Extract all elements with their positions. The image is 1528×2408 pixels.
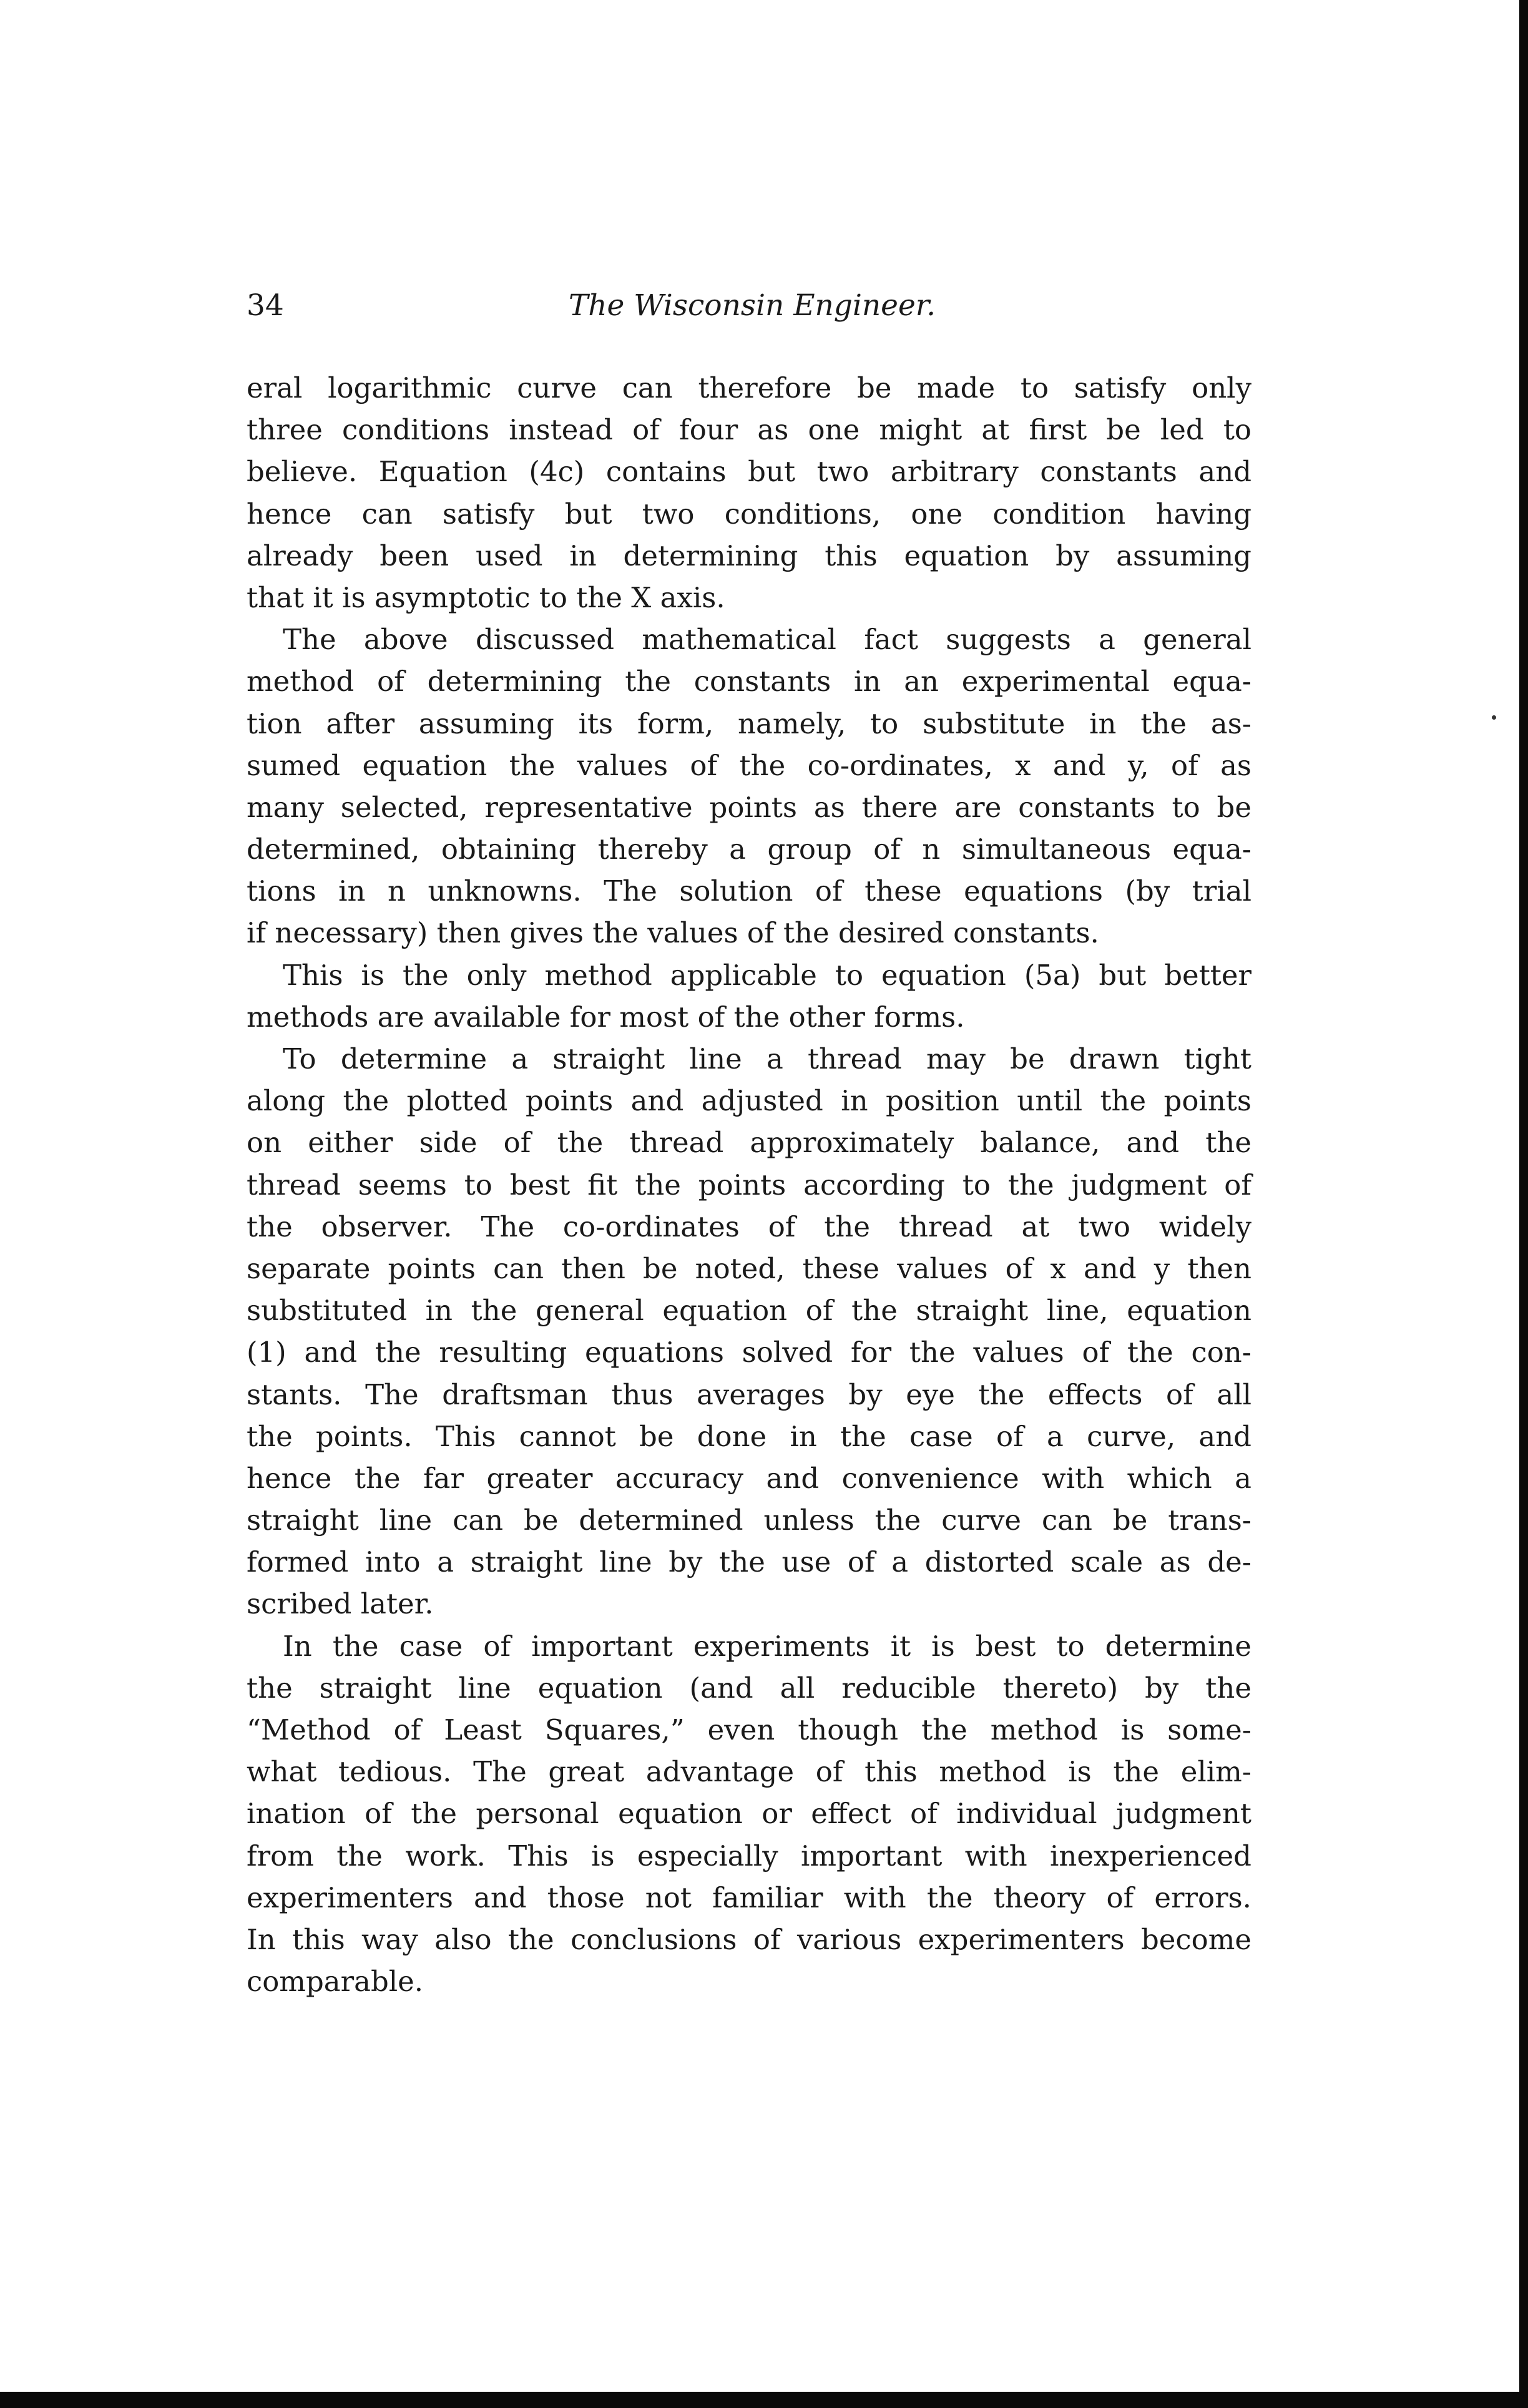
text-line: believe. Equation (4c) contains but two arbitrary constants and bbox=[247, 455, 1251, 489]
text-line: method of determining the constants in an experimental equa- bbox=[247, 665, 1251, 698]
text-line: scribed later. bbox=[247, 1587, 434, 1621]
text-line: “Method of Least Squares,” even though the method is some- bbox=[247, 1713, 1251, 1746]
scan-border-bottom bbox=[0, 2392, 1528, 2408]
text-line: determined, obtaining thereby a group of n simultaneous equa- bbox=[247, 833, 1251, 866]
text-line: ination of the personal equation or effect of individual judgment bbox=[247, 1797, 1251, 1831]
text-line: eral logarithmic curve can therefore be made to satisfy only bbox=[247, 371, 1251, 404]
text-line: from the work. This is especially important with inexperienced bbox=[247, 1839, 1251, 1872]
text-line: the straight line equation (and all reducible thereto) by the bbox=[247, 1671, 1251, 1705]
text-line: comparable. bbox=[247, 1965, 424, 1999]
text-line: substituted in the general equation of the straight line, equation bbox=[247, 1294, 1251, 1328]
text-line: This is the only method applicable to equation (5a) but better bbox=[283, 958, 1251, 992]
text-line: already been used in determining this equation by assuming bbox=[247, 539, 1251, 572]
text-line: three conditions instead of four as one might at first be led to bbox=[247, 413, 1251, 447]
text-line: thread seems to best fit the points according to the judgment of bbox=[247, 1168, 1251, 1202]
text-line: on either side of the thread approximately balance, and the bbox=[247, 1126, 1251, 1160]
page-number: 34 bbox=[247, 288, 284, 323]
page-header bbox=[247, 288, 1258, 332]
text-line: formed into a straight line by the use of a distorted scale as de- bbox=[247, 1545, 1251, 1579]
paragraph bbox=[247, 1038, 1251, 1625]
text-line: tions in n unknowns. The solution of these equations (by trial bbox=[247, 874, 1251, 908]
text-line: what tedious. The great advantage of this method is the elim- bbox=[247, 1755, 1251, 1789]
text-line: the observer. The co-ordinates of the thread at two widely bbox=[247, 1210, 1251, 1243]
text-line: hence can satisfy but two conditions, one condition having bbox=[247, 497, 1251, 531]
text-line: In this way also the conclusions of various experimenters become bbox=[247, 1922, 1251, 1956]
paragraph bbox=[247, 1625, 1251, 2003]
text-line: straight line can be determined unless the curve can be trans- bbox=[247, 1504, 1251, 1537]
text-line: tion after assuming its form, namely, to substitute in the as- bbox=[247, 707, 1251, 740]
text-line: that it is asymptotic to the X axis. bbox=[247, 580, 725, 614]
body-text bbox=[247, 367, 1251, 2002]
text-line: separate points can then be noted, these values of x and y then bbox=[247, 1251, 1251, 1285]
text-line: experimenters and those not familiar with the theory of errors. bbox=[247, 1881, 1251, 1914]
paragraph bbox=[247, 954, 1251, 1038]
paragraph bbox=[247, 619, 1251, 954]
running-title: The Wisconsin Engineer. bbox=[568, 288, 936, 323]
text-line: methods are available for most of the other forms. bbox=[247, 1000, 965, 1034]
text-line: The above discussed mathematical fact suggests a general bbox=[283, 623, 1251, 657]
text-line: along the plotted points and adjusted in position until the points bbox=[247, 1084, 1251, 1118]
text-line: if necessary) then gives the values of the desired constants. bbox=[247, 916, 1099, 950]
scan-speck bbox=[1492, 715, 1496, 720]
text-line: stants. The draftsman thus averages by eye the effects of all bbox=[247, 1378, 1251, 1411]
text-line: (1) and the resulting equations solved for the values of the con- bbox=[247, 1336, 1251, 1369]
text-line: the points. This cannot be done in the case of a curve, and bbox=[247, 1419, 1251, 1453]
text-line: hence the far greater accuracy and convenience with which a bbox=[247, 1461, 1251, 1495]
text-line: sumed equation the values of the co-ordinates, x and y, of as bbox=[247, 748, 1251, 782]
text-line: In the case of important experiments it is best to determine bbox=[283, 1629, 1251, 1663]
scan-border-right bbox=[1519, 0, 1528, 2408]
paragraph bbox=[247, 367, 1251, 619]
text-line: many selected, representative points as there are constants to be bbox=[247, 790, 1251, 824]
text-line: To determine a straight line a thread may be drawn tight bbox=[283, 1042, 1251, 1075]
